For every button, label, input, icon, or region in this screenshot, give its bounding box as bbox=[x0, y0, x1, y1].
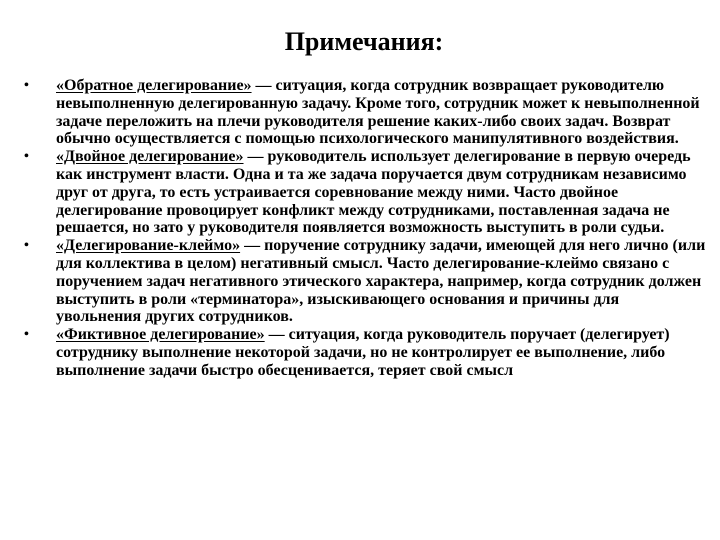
note-term: «Двойное делегирование» bbox=[56, 148, 244, 166]
note-description: — поручение сотруднику задачи, имеющей для него лично (или для коллектива в целом) негативный смысл. Часто делегирование-клеймо связано с поручением задач негативного этического характера, например, когда сотрудник должен выступить в роли «терминатора», изыскивающего основания и причины для увольнения других сотрудников. bbox=[56, 237, 706, 326]
bullet-icon: • bbox=[24, 78, 29, 93]
list-item bbox=[24, 326, 708, 379]
bullet-icon: • bbox=[24, 238, 29, 254]
list-item bbox=[24, 148, 708, 237]
note-description: — руководитель использует делегирование в первую очередь как инструмент власти. Одна и та же задача поручается двум сотрудникам независимо друг от друга, то есть устраивается соревнование между ними. Часто двойное делегирование провоцирует конфликт между сотрудниками, поставленная задача не решается, но зато у руководителя появляется возможность выступить в роли судьи. bbox=[56, 148, 691, 237]
bullet-icon: • bbox=[24, 149, 29, 165]
notes-list bbox=[24, 77, 708, 380]
list-item bbox=[24, 77, 708, 148]
note-term: «Фиктивное делегирование» bbox=[56, 326, 265, 344]
note-term: «Делегирование-клеймо» bbox=[56, 237, 241, 255]
note-description: — ситуация, когда руководитель поручает (делегирует) сотруднику выполнение некоторой задачи, но не контролирует ее выполнение, либо выполнение задачи быстро обесценивается, теряет свой смысл bbox=[56, 326, 670, 379]
page-title: Примечания: bbox=[284, 27, 444, 56]
note-term: «Обратное делегирование» bbox=[56, 77, 252, 94]
list-item bbox=[24, 237, 708, 326]
note-description: — ситуация, когда сотрудник возвращает руководителю невыполненную делегированную задачу. Кроме того, сотрудник может к невыполненной задаче переложить на плечи руководителя решение каких-либо своих задач. Возврат обычно осуществляется с помощью психологического манипулятивного воздействия. bbox=[56, 77, 700, 148]
bullet-icon: • bbox=[24, 327, 29, 343]
